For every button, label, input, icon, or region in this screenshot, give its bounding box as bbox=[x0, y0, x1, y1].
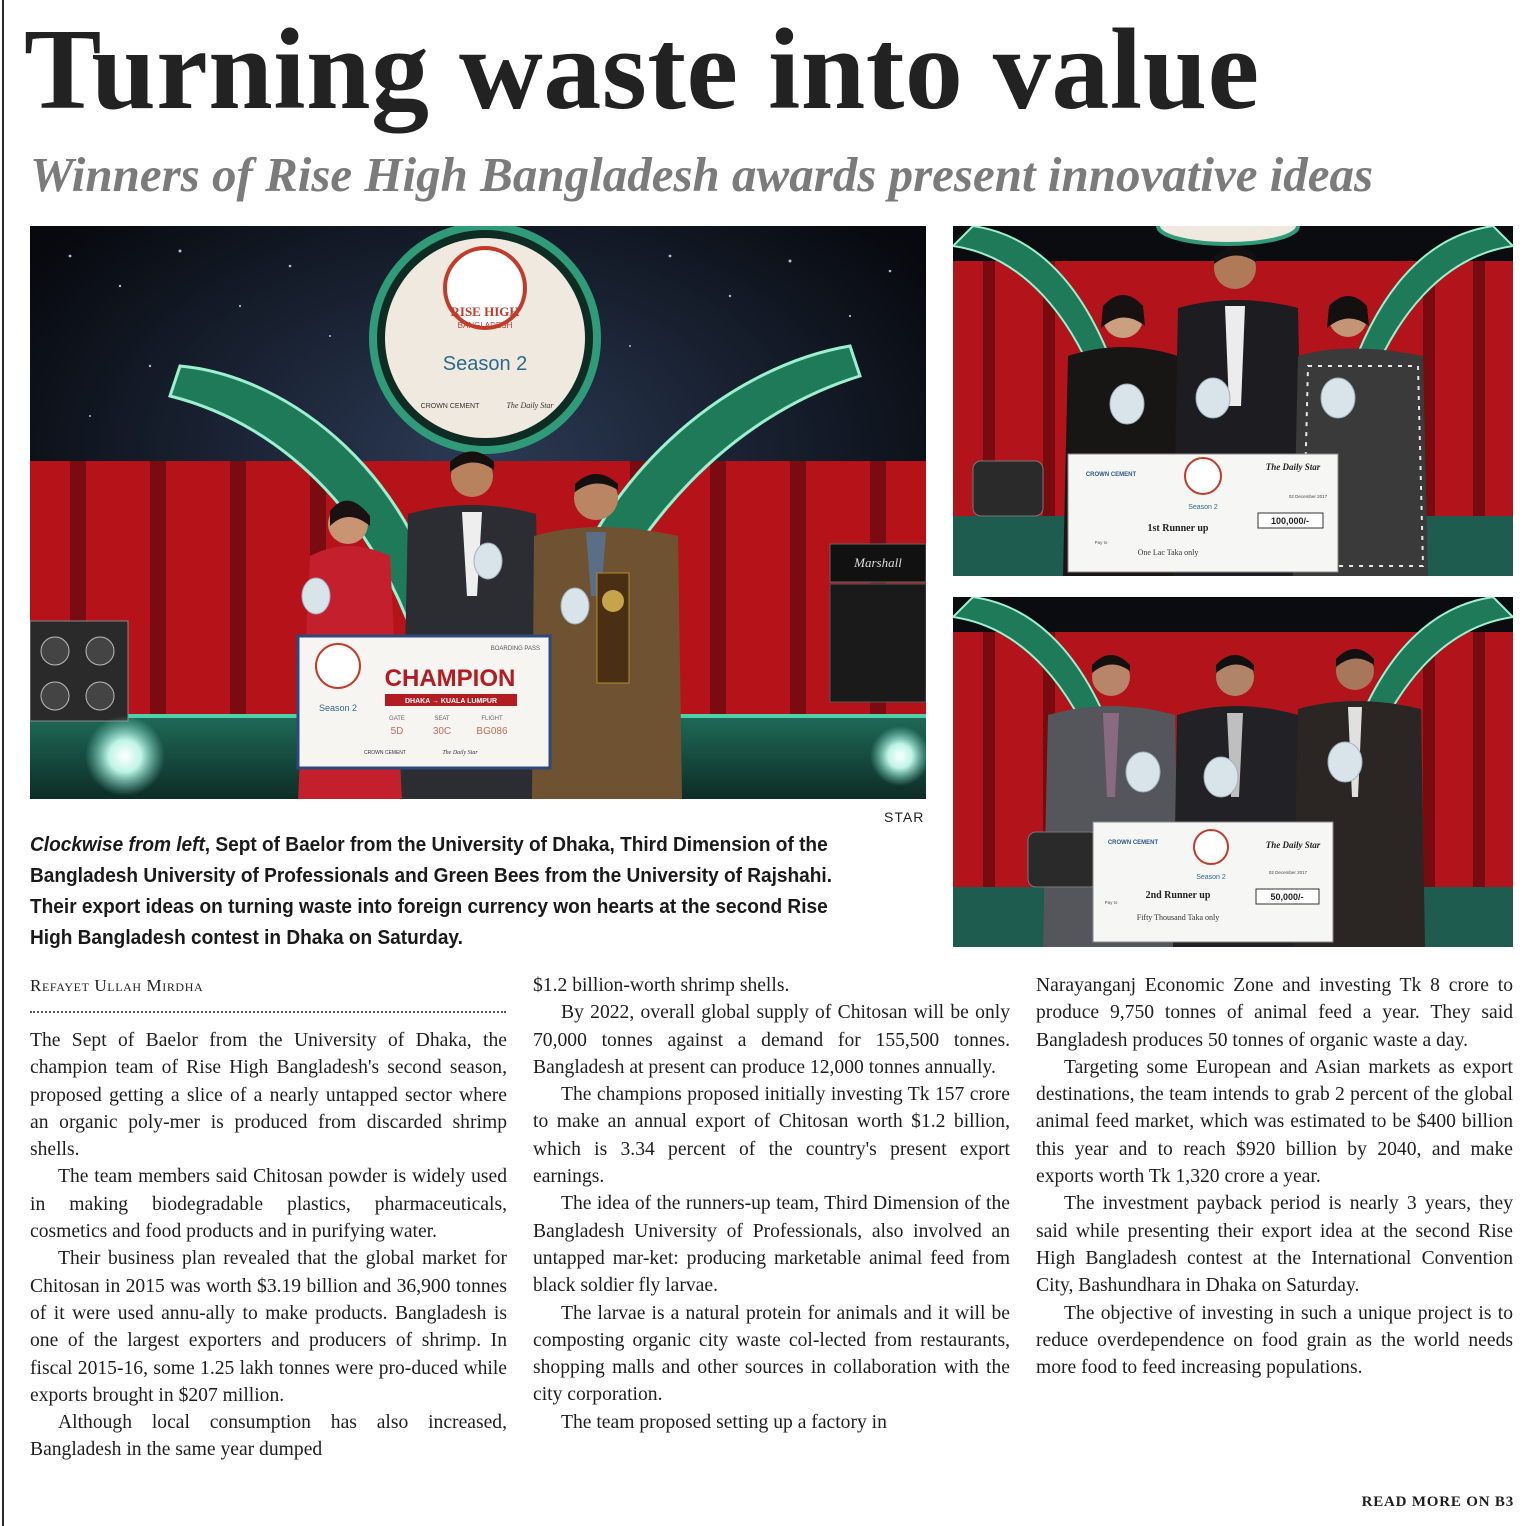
backdrop-logo-text: RISE HIGH bbox=[450, 304, 520, 319]
paragraph: The Sept of Baelor from the University of Dhaka, the champion team of Rise High Bangladesh's second season, proposed getting a slice of a nearly untapped sector where an organic poly-mer is produced from discarded shrimp shells. bbox=[30, 1030, 507, 1161]
board-gate-label: GATE bbox=[389, 716, 405, 722]
article-column-2 bbox=[533, 972, 1010, 1436]
cheque-sponsor-1: CROWN CEMENT bbox=[1107, 840, 1159, 846]
paragraph: The team members said Chitosan powder is widely used in making biodegradable plastics, pharmaceuticals, cosmetics and food products and in purifying water. bbox=[30, 1166, 507, 1243]
cheque-amount: 50,000/- bbox=[1270, 892, 1304, 902]
cheque-date: 02 December 2017 bbox=[1268, 870, 1308, 875]
cheque-sponsor-2: The Daily Star bbox=[1265, 462, 1321, 472]
article-column-3 bbox=[1036, 972, 1513, 1381]
first-runner-up-scene bbox=[953, 226, 1513, 576]
cheque-words: Fifty Thousand Taka only bbox=[1136, 913, 1220, 922]
cheque-season: Season 2 bbox=[1188, 504, 1218, 511]
byline: Refayet Ullah Mirdha bbox=[30, 976, 204, 995]
paragraph: $1.2 billion-worth shrimp shells. bbox=[533, 975, 790, 996]
paragraph: Targeting some European and Asian markets as export destinations, the team intends to grab 2 percent of the global animal feed market, which was estimated to be $400 billion this year and to reach $920 billion by 2040, and make exports worth Tk 1,320 crore a year. bbox=[1036, 1056, 1513, 1188]
board-gate: 5D bbox=[390, 726, 404, 737]
paragraph: The team proposed setting up a factory in bbox=[561, 1411, 887, 1433]
caption-lead: Clockwise from left bbox=[30, 833, 205, 856]
read-more-link[interactable]: READ MORE ON B3 bbox=[1361, 1494, 1514, 1510]
cheque-season: Season 2 bbox=[1196, 874, 1226, 881]
paragraph: By 2022, overall global supply of Chitosan will be only 70,000 tonnes against a demand for 155,500 tonnes. Bangladesh at present can produce 12,000 tonnes annually. bbox=[533, 1002, 1010, 1078]
second-runner-up-scene bbox=[953, 597, 1513, 947]
cheque-sponsor-1: CROWN CEMENT bbox=[1085, 472, 1137, 478]
photo-caption bbox=[30, 829, 867, 953]
cheque-payto: Pay to bbox=[1094, 540, 1108, 545]
champion-photo bbox=[30, 226, 926, 799]
byline-divider bbox=[30, 1011, 506, 1013]
cheque-title: 2nd Runner up bbox=[1145, 890, 1211, 901]
second-runner-up-cheque bbox=[1093, 822, 1333, 942]
board-tag: BOARDING PASS bbox=[490, 646, 540, 652]
board-flight: BG086 bbox=[476, 726, 508, 737]
cheque-title: 1st Runner up bbox=[1147, 523, 1209, 534]
board-route: DHAKA → KUALA LUMPUR bbox=[404, 698, 498, 705]
cheque-payto: Pay to bbox=[1104, 900, 1118, 905]
cheque-date: 02 December 2017 bbox=[1288, 494, 1328, 499]
paragraph: The champions proposed initially investing Tk 157 crore to make an annual export of Chitosan worth $1.2 billion, which is 3.34 percent of the country's present export earnings. bbox=[533, 1084, 1010, 1188]
board-seat-label: SEAT bbox=[434, 716, 450, 722]
photo-credit: STAR bbox=[884, 809, 925, 825]
first-runner-up-cheque bbox=[1068, 454, 1338, 572]
board-flight-label: FLIGHT bbox=[481, 716, 503, 722]
headline: Turning waste into value bbox=[24, 6, 1260, 134]
board-seat: 30C bbox=[432, 726, 452, 737]
backdrop-sponsor-2: The Daily Star bbox=[506, 401, 554, 410]
board-season: Season 2 bbox=[318, 703, 358, 713]
paragraph: Narayanganj Economic Zone and investing Tk 8 crore to produce 9,750 tonnes of animal feed a year. They said Bangladesh produces 50 tonnes of organic waste a day. bbox=[1036, 975, 1513, 1051]
first-runner-up-photo bbox=[953, 226, 1513, 576]
cheque-amount: 100,000/- bbox=[1270, 516, 1310, 526]
backdrop-logo-sub: BANGLADESH bbox=[457, 321, 513, 330]
paragraph: The larvae is a natural protein for animals and it will be composting organic city waste col-lected from restaurants, shopping malls and other sources in collaboration with the city corporation. bbox=[533, 1302, 1010, 1406]
champion-boarding-pass bbox=[298, 636, 550, 768]
second-runner-up-photo bbox=[953, 597, 1513, 947]
amp-brand: Marshall bbox=[854, 555, 902, 570]
caption-body: , Sept of Baelor from the University of Dhaka, Third Dimension of the Bangladesh University of Professionals and Green Bees from the University of Rajshahi. Their export ideas on turning waste into foreign currency won hearts at the second Rise High Bangladesh contest in Dhaka on Saturday. bbox=[30, 833, 833, 949]
backdrop-sponsor-1: CROWN CEMENT bbox=[420, 403, 480, 410]
column-rule bbox=[2, 0, 4, 1526]
cheque-words: One Lac Taka only bbox=[1137, 548, 1199, 557]
cheque-sponsor-2: The Daily Star bbox=[1265, 840, 1321, 850]
backdrop-season: Season 2 bbox=[442, 353, 528, 375]
board-sponsor-1: CROWN CEMENT bbox=[364, 750, 406, 756]
board-title: CHAMPION bbox=[384, 665, 516, 692]
paragraph: Although local consumption has also increased, Bangladesh in the same year dumped bbox=[30, 1412, 507, 1461]
champion-photo-scene bbox=[30, 226, 926, 799]
paragraph: The idea of the runners-up team, Third Dimension of the Bangladesh University of Professionals, also involved an untapped mar-ket: producing marketable animal feed from black soldier fly larvae. bbox=[533, 1193, 1010, 1297]
board-sponsor-2: The Daily Star bbox=[442, 750, 478, 756]
article-column-1 bbox=[30, 1027, 507, 1464]
paragraph: Their business plan revealed that the global market for Chitosan in 2015 was worth $3.19 billion and 36,900 tonnes of it were used annu-ally to make products. Bangladesh is one of the largest exporters and producers of shrimp. In fiscal 2015-16, some 1.25 lakh tonnes were pro-duced while exports brought in $207 million. bbox=[30, 1248, 507, 1406]
subheadline: Winners of Rise High Bangladesh awards present innovative ideas bbox=[30, 147, 1374, 202]
paragraph: The investment payback period is nearly 3 years, they said while presenting their export idea at the second Rise High Bangladesh contest at the International Convention City, Bashundhara in Dhaka on Saturday. bbox=[1036, 1193, 1513, 1297]
paragraph: The objective of investing in such a unique project is to reduce overdependence on food grain as the world needs more food to feed increasing populations. bbox=[1036, 1302, 1513, 1379]
